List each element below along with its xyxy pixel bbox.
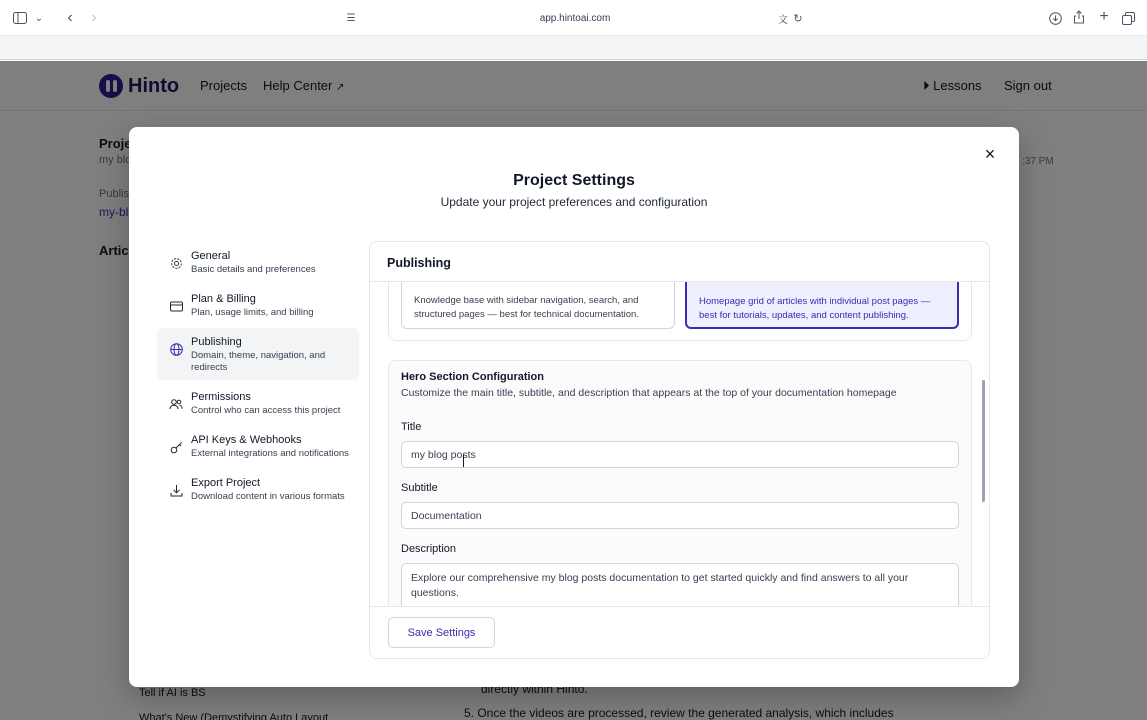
tab-bar xyxy=(0,36,1147,60)
modal-title: Project Settings xyxy=(513,172,635,189)
sidebar-item-plan-billing[interactable] xyxy=(157,285,359,325)
sidebar-item-permissions[interactable] xyxy=(157,383,359,423)
layout-option-docs[interactable] xyxy=(401,282,675,329)
subtitle-input-value: Documentation xyxy=(411,509,482,522)
panel-header xyxy=(370,242,990,282)
users-icon xyxy=(169,397,183,411)
project-settings-modal xyxy=(129,127,1019,687)
chevron-down-icon[interactable]: ⌄ xyxy=(34,12,44,24)
description-label: Description xyxy=(401,543,457,555)
modal-subtitle: Update your project preferences and configuration xyxy=(440,195,708,209)
close-icon[interactable]: × xyxy=(984,144,996,164)
subtitle-label: Subtitle xyxy=(401,482,438,494)
sidebar-item-desc: Plan, usage limits, and billing xyxy=(191,307,314,318)
key-icon xyxy=(169,440,183,454)
address-bar[interactable] xyxy=(340,6,810,30)
sidebar-item-title: Export Project xyxy=(191,477,261,489)
description-textarea-value: Explore our comprehensive my blog posts documentation to get started quickly and find answers to all your questions. xyxy=(411,572,909,599)
layout-option-blog[interactable] xyxy=(685,282,959,329)
panel-footer xyxy=(370,606,990,659)
sidebar-item-desc: Basic details and preferences xyxy=(191,264,316,275)
sidebar-item-title: Permissions xyxy=(191,391,251,403)
save-settings-button[interactable]: Save Settings xyxy=(388,617,495,648)
title-input-value: my blog posts xyxy=(411,448,476,461)
layout-option-desc: Homepage grid of articles with individual post pages — best for tutorials, updates, and content publishing. xyxy=(699,296,931,321)
layout-options xyxy=(388,282,972,341)
page-settings-icon[interactable]: ☰ xyxy=(346,12,356,24)
layout-option-desc: Knowledge base with sidebar navigation, search, and structured pages — best for technical documentation. xyxy=(414,295,639,320)
credit-card-icon xyxy=(169,299,183,313)
forward-icon[interactable]: › xyxy=(91,9,97,26)
panel-scroll-area[interactable] xyxy=(370,282,990,606)
sidebar-item-general[interactable] xyxy=(157,242,359,282)
sidebar-item-desc: Control who can access this project xyxy=(191,405,341,416)
gear-icon xyxy=(169,256,183,270)
panel-scrollbar[interactable] xyxy=(982,380,985,502)
sidebar-item-api-keys[interactable] xyxy=(157,426,359,466)
hero-section-desc: Customize the main title, subtitle, and description that appears at the top of your documentation homepage xyxy=(401,387,897,399)
download-icon[interactable] xyxy=(1047,10,1063,26)
translate-icon[interactable]: 文 xyxy=(778,14,788,26)
globe-icon xyxy=(169,342,183,356)
publishing-panel xyxy=(369,241,990,659)
panel-title: Publishing xyxy=(387,256,451,270)
sidebar-item-export[interactable] xyxy=(157,469,359,509)
hero-section-config xyxy=(388,360,972,606)
sidebar-item-publishing[interactable] xyxy=(157,328,359,380)
text-cursor-icon xyxy=(463,455,466,467)
sidebar-toggle-icon[interactable] xyxy=(12,10,28,26)
sidebar-item-desc: Domain, theme, navigation, and redirects xyxy=(191,350,326,373)
title-label: Title xyxy=(401,421,422,433)
subtitle-input[interactable] xyxy=(401,502,959,529)
tab-overview-icon[interactable] xyxy=(1120,10,1136,26)
sidebar-item-desc: External integrations and notifications xyxy=(191,448,349,459)
sidebar-item-desc: Download content in various formats xyxy=(191,491,345,502)
sidebar-item-title: General xyxy=(191,250,231,262)
share-icon[interactable] xyxy=(1071,9,1087,25)
sidebar-item-title: Publishing xyxy=(191,336,242,348)
description-textarea[interactable] xyxy=(401,563,959,606)
title-input[interactable] xyxy=(401,441,959,468)
new-tab-icon[interactable]: + xyxy=(1099,8,1109,25)
hero-section-title: Hero Section Configuration xyxy=(401,371,544,383)
url-text: app.hintoai.com xyxy=(539,12,611,24)
sidebar-item-title: API Keys & Webhooks xyxy=(191,434,302,446)
sidebar-item-title: Plan & Billing xyxy=(191,293,256,305)
settings-sidebar xyxy=(157,242,359,512)
reload-icon[interactable]: ↻ xyxy=(793,12,803,25)
browser-toolbar xyxy=(0,0,1147,36)
download-icon xyxy=(169,483,183,497)
back-icon[interactable]: ‹ xyxy=(67,9,73,26)
